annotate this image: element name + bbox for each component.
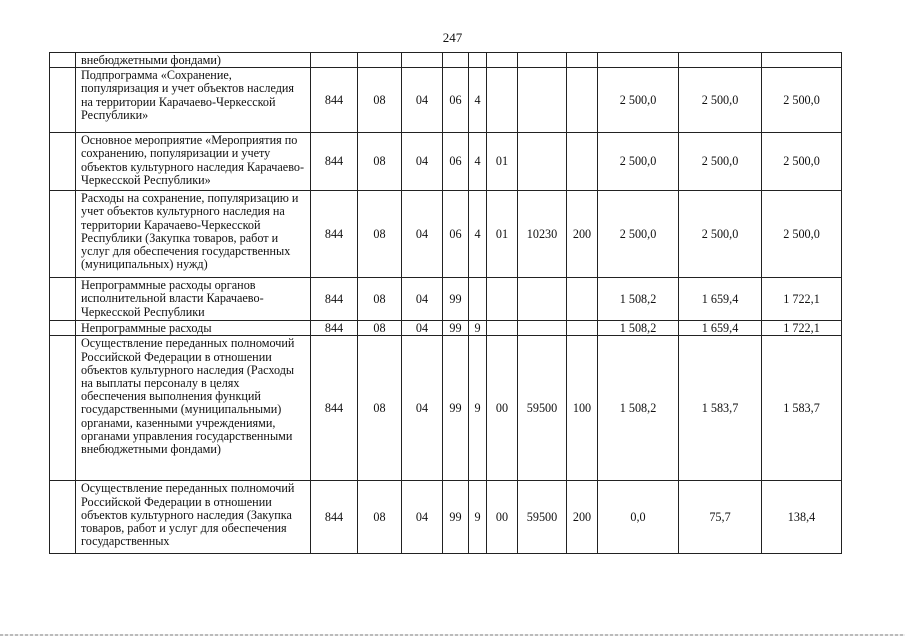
subprogram-cell: 9 xyxy=(469,481,487,554)
budget-table-body xyxy=(50,53,842,554)
amount-year3-cell xyxy=(762,53,842,68)
amount-year3-cell: 2 500,0 xyxy=(762,133,842,191)
item-name-cell: Основное мероприятие «Мероприятия по сохранению, популяризации и учету объектов культурного наследия Карачаево-Черкесской Республики» xyxy=(76,133,311,191)
direction-cell xyxy=(518,133,567,191)
table-row xyxy=(50,68,842,133)
section-cell: 08 xyxy=(358,336,402,481)
item-name-cell: внебюджетными фондами) xyxy=(76,53,311,68)
subsection-cell: 04 xyxy=(402,278,443,321)
direction-cell xyxy=(518,68,567,133)
direction-cell xyxy=(518,53,567,68)
subsection-cell: 04 xyxy=(402,191,443,278)
expense-type-cell: 200 xyxy=(567,191,598,278)
expense-type-cell xyxy=(567,321,598,336)
event-cell: 00 xyxy=(487,481,518,554)
event-cell xyxy=(487,53,518,68)
section-cell: 08 xyxy=(358,481,402,554)
amount-year2-cell: 1 659,4 xyxy=(679,321,762,336)
event-cell: 01 xyxy=(487,191,518,278)
row-marker-cell xyxy=(50,278,76,321)
amount-year1-cell xyxy=(598,53,679,68)
program-cell: 99 xyxy=(443,481,469,554)
item-name-cell: Непрограммные расходы органов исполнительной власти Карачаево-Черкесской Республики xyxy=(76,278,311,321)
subprogram-cell: 9 xyxy=(469,336,487,481)
direction-cell: 59500 xyxy=(518,336,567,481)
row-marker-cell xyxy=(50,191,76,278)
ministry-code-cell xyxy=(311,53,358,68)
item-name-cell: Осуществление переданных полномочий Российской Федерации в отношении объектов культурного наследия (Закупка товаров, работ и услуг для обеспечения государственных xyxy=(76,481,311,554)
table-row xyxy=(50,53,842,68)
amount-year1-cell: 1 508,2 xyxy=(598,336,679,481)
ministry-code-cell: 844 xyxy=(311,68,358,133)
item-name-cell: Расходы на сохранение, популяризацию и учет объектов культурного наследия на территории Карачаево-Черкесской Республики (Закупка товаров, работ и услуг для обеспечения государственных (муниципальных) нужд) xyxy=(76,191,311,278)
expense-type-cell xyxy=(567,278,598,321)
amount-year1-cell: 0,0 xyxy=(598,481,679,554)
program-cell: 99 xyxy=(443,321,469,336)
subsection-cell: 04 xyxy=(402,133,443,191)
amount-year3-cell: 1 583,7 xyxy=(762,336,842,481)
expense-type-cell xyxy=(567,53,598,68)
amount-year1-cell: 2 500,0 xyxy=(598,133,679,191)
amount-year1-cell: 2 500,0 xyxy=(598,68,679,133)
amount-year2-cell: 1 659,4 xyxy=(679,278,762,321)
amount-year1-cell: 2 500,0 xyxy=(598,191,679,278)
expense-type-cell: 100 xyxy=(567,336,598,481)
section-cell: 08 xyxy=(358,133,402,191)
item-name-cell: Непрограммные расходы xyxy=(76,321,311,336)
subsection-cell: 04 xyxy=(402,481,443,554)
section-cell: 08 xyxy=(358,278,402,321)
amount-year3-cell: 2 500,0 xyxy=(762,68,842,133)
section-cell: 08 xyxy=(358,191,402,278)
row-marker-cell xyxy=(50,53,76,68)
budget-table xyxy=(49,52,842,554)
program-cell: 06 xyxy=(443,191,469,278)
expense-type-cell xyxy=(567,133,598,191)
direction-cell xyxy=(518,278,567,321)
row-marker-cell xyxy=(50,481,76,554)
event-cell xyxy=(487,68,518,133)
amount-year1-cell: 1 508,2 xyxy=(598,321,679,336)
item-name-cell: Осуществление переданных полномочий Российской Федерации в отношении объектов культурного наследия (Расходы на выплаты персоналу в целях обеспечения выполнения функций государственными (муниципальными) органами, казенными учреждениями, органами управления государственными внебюджетными фондами) xyxy=(76,336,311,481)
row-marker-cell xyxy=(50,321,76,336)
ministry-code-cell: 844 xyxy=(311,336,358,481)
section-cell: 08 xyxy=(358,68,402,133)
ministry-code-cell: 844 xyxy=(311,481,358,554)
item-name-cell: Подпрограмма «Сохранение, популяризация и учет объектов наследия на территории Карачаево-Черкесской Республики» xyxy=(76,68,311,133)
amount-year2-cell: 1 583,7 xyxy=(679,336,762,481)
direction-cell xyxy=(518,321,567,336)
program-cell: 99 xyxy=(443,336,469,481)
expense-type-cell: 200 xyxy=(567,481,598,554)
row-marker-cell xyxy=(50,336,76,481)
expense-type-cell xyxy=(567,68,598,133)
budget-table-container xyxy=(49,52,842,554)
section-cell xyxy=(358,53,402,68)
amount-year2-cell: 75,7 xyxy=(679,481,762,554)
table-row xyxy=(50,278,842,321)
subprogram-cell: 4 xyxy=(469,133,487,191)
subprogram-cell: 4 xyxy=(469,68,487,133)
subprogram-cell xyxy=(469,278,487,321)
row-marker-cell xyxy=(50,68,76,133)
ministry-code-cell: 844 xyxy=(311,191,358,278)
table-row xyxy=(50,133,842,191)
program-cell xyxy=(443,53,469,68)
section-cell: 08 xyxy=(358,321,402,336)
program-cell: 06 xyxy=(443,68,469,133)
subsection-cell: 04 xyxy=(402,336,443,481)
amount-year1-cell: 1 508,2 xyxy=(598,278,679,321)
ministry-code-cell: 844 xyxy=(311,278,358,321)
direction-cell: 10230 xyxy=(518,191,567,278)
program-cell: 99 xyxy=(443,278,469,321)
subprogram-cell: 9 xyxy=(469,321,487,336)
event-cell xyxy=(487,278,518,321)
subsection-cell xyxy=(402,53,443,68)
event-cell: 01 xyxy=(487,133,518,191)
table-row xyxy=(50,191,842,278)
table-row xyxy=(50,481,842,554)
event-cell: 00 xyxy=(487,336,518,481)
amount-year2-cell: 2 500,0 xyxy=(679,191,762,278)
amount-year2-cell xyxy=(679,53,762,68)
amount-year3-cell: 2 500,0 xyxy=(762,191,842,278)
amount-year3-cell: 1 722,1 xyxy=(762,278,842,321)
ministry-code-cell: 844 xyxy=(311,133,358,191)
table-row xyxy=(50,321,842,336)
page-number: 247 xyxy=(442,30,463,45)
subprogram-cell: 4 xyxy=(469,191,487,278)
program-cell: 06 xyxy=(443,133,469,191)
table-row xyxy=(50,336,842,481)
row-marker-cell xyxy=(50,133,76,191)
scan-edge-line xyxy=(0,634,905,636)
amount-year2-cell: 2 500,0 xyxy=(679,133,762,191)
direction-cell: 59500 xyxy=(518,481,567,554)
subsection-cell: 04 xyxy=(402,68,443,133)
event-cell xyxy=(487,321,518,336)
subsection-cell: 04 xyxy=(402,321,443,336)
ministry-code-cell: 844 xyxy=(311,321,358,336)
amount-year3-cell: 138,4 xyxy=(762,481,842,554)
amount-year2-cell: 2 500,0 xyxy=(679,68,762,133)
amount-year3-cell: 1 722,1 xyxy=(762,321,842,336)
subprogram-cell xyxy=(469,53,487,68)
